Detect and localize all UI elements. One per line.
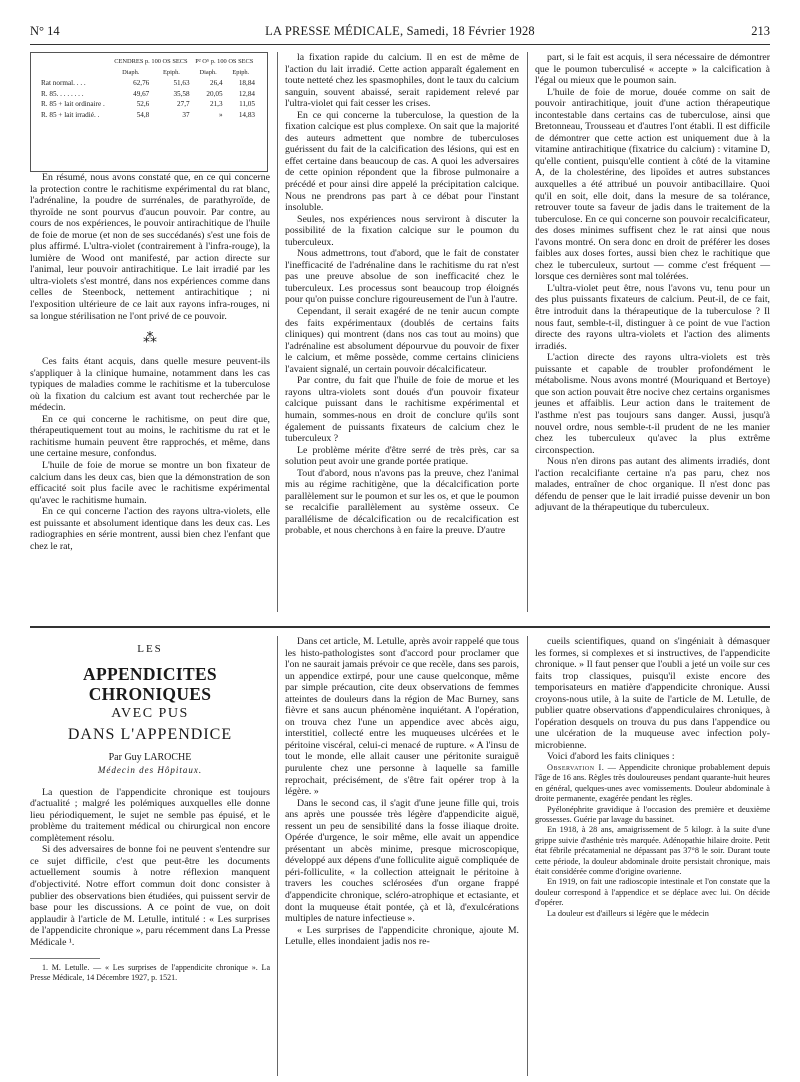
table-cell: 49,67	[133, 89, 150, 98]
table-row	[39, 110, 257, 121]
paragraph: part, si le fait est acquis, il sera nécessaire de démontrer que le poumon tuberculisé « accepte » la calcification à l'égal ou mieux que le poumon sain.	[535, 52, 770, 87]
observation-paragraph	[535, 763, 770, 805]
paragraph: Le problème mérite d'être serré de très près, car sa solution peut avoir une grande portée pratique.	[285, 444, 519, 468]
table-cell: 18,84	[238, 79, 255, 88]
observation-text: — Appendicite chronique probablement depuis l'âge de 16 ans. Règles très douloureuses pendant quarante-huit heures en général, quelques-unes avec vomissements. Douleur abdominale à droite permanente, exagérée pendant les règles.	[535, 763, 770, 804]
paragraph: L'huile de foie de morue se montre un bon fixateur de calcium dans les deux cas, bien que la démonstration de son efficacité soit plus facile avec le rachitisme expérimental qu'avec le rachitisme humain.	[30, 460, 270, 506]
top-column-2	[285, 52, 519, 537]
header-rule	[30, 44, 770, 45]
table-cell: »	[218, 110, 223, 119]
observation-paragraph: Pyélonéphrite gravidique à l'occasion des première et deuxième grossesses. Guérie par lavage du bassinet.	[535, 804, 770, 825]
paragraph: L'ultra-violet peut être, nous l'avons vu, tenu pour un des plus puissants fixateurs de calcium. Peut-il, de ce fait, être introduit dans la thérapeutique de la tuberculose ? Il nous faut, semble-t-il, distinguer à ce point de vue l'action directe des rayons ultra-violets et l'action des aliments irradiés.	[535, 282, 770, 352]
paragraph: Tout d'abord, nous n'avons pas la preuve, chez l'animal mis au régime rachitigène, que la décalcification porte parallèlement sur le poumon et sur les os, et que le poumon se recalcifie parallèlement au système osseux. Ce parallélisme de décalcification ou de recalcification est probable, et nous cherchons à en faire la preuve. D'autre	[285, 467, 519, 537]
table-subheader: Epiph.	[163, 68, 180, 76]
paragraph: la fixation rapide du calcium. Il en est de même de l'action du lait irradié. Cette action apparaît également en toute netteté chez les spasmophiles, dont le taux du calcium sanguin, souvent abaissé, serait rapidement relevé par l'ultra-violet qui fait cesser les crises.	[285, 52, 519, 110]
paragraph: Ces faits étant acquis, dans quelle mesure peuvent-ils s'appliquer à la clinique humaine, notamment dans les cas typiques de maladies comme le rachitisme et la tuberculose où la fixation du calcium est avant tout recherchée par le médecin.	[30, 356, 270, 414]
table-cell: 27,7	[177, 100, 190, 109]
column-rule	[527, 52, 528, 612]
section-rule	[30, 626, 770, 628]
table-cell: 20,05	[206, 89, 223, 98]
page-header	[30, 22, 770, 42]
table-row	[39, 78, 257, 89]
row-label: R. 85. . . . . . . .	[41, 89, 84, 98]
table-cell: 11,05	[239, 100, 255, 109]
paragraph: « Les surprises de l'appendicite chronique, ajoute M. Letulle, elles inondaient jadis nos re-	[285, 924, 519, 948]
paragraph: Seules, nos expériences nous serviront à discuter la possibilité de la fixation calcique sur le poumon du tuberculeux.	[285, 213, 519, 248]
paragraph: Nous admettrons, tout d'abord, que le fait de constater l'inefficacité de l'adrénaline dans le rachitisme du rat n'est pas une preuve absolue de son inefficacité chez le tuberculeux. Les processus sont beaucoup trop éloignés pour qu'on puisse conclure rigoureusement de l'un à l'autre.	[285, 248, 519, 306]
table-subheader: Diaph.	[122, 68, 140, 76]
paragraph: En ce qui concerne l'action des rayons ultra-violets, elle est puissante et absolument identique dans les deux cas. Les radiographies en série montrent, aussi bien chez l'enfant que chez le rat,	[30, 506, 270, 552]
table-group-header: P² O⁵ p. 100 OS SECS	[195, 58, 254, 65]
paragraph: Dans cet article, M. Letulle, après avoir rappelé que tous les histo-pathologistes sont d'accord pour proclamer que l'on ne saurait jamais prévoir ce que recèle, dans ses parois, un appendice extirpé, pour une cause quelconque, même par simple précaution, cite deux observations de femmes atteintes de douleurs dans la région de Mac Burney, sans fièvre et sans aucun phénomène inquiétant. A l'opération, on trouva chez l'une un appendice avec abcès aigu, interstitiel, collecté entre les muqueuses ulcérées et le péritoine viscéral, celui-ci menacé de rupture. « A l'insu de tout le monde, elle allait causer une péritonite suraiguë purulente chez une personne à laquelle sa famille reprochait, précisément, de s'être fait opérer trop à la légère. »	[285, 636, 519, 798]
top-column-3	[535, 52, 770, 514]
issue-number: N° 14	[30, 24, 60, 38]
asterism-divider: ⁂	[143, 331, 157, 347]
observation-paragraph: La douleur est d'ailleurs si légère que le médecin	[547, 908, 709, 918]
observation-paragraph: En 1919, on fait une radioscopie intestinale et l'on constate que la douleur correspond à l'appendice et se déplace avec lui. On décide d'opérer.	[535, 877, 770, 908]
observation-paragraph: En 1918, à 28 ans, amaigrissement de 5 kilogr. à la suite d'une grippe suivie d'asthénie très marquée. Adénopathie hilaire droite. Petit état fébrile précatamenial ne dépassant pas 37°8 le soir. Durant toute cette période, la douleur abdominale droite persistait chronique, mais était considérée comme d'origine ovarienne.	[535, 825, 770, 877]
paragraph: L'huile de foie de morue, douée comme on sait de pouvoir antirachitique, jouit d'une action thérapeutique incontestable dans certains cas de tuberculose, ainsi que Bretonneau, Trousseau et d'autres l'ont établi. Il est difficile de démontrer que cette action est uniquement due à la vitamine antirachitique (fixatrice du calcium) : vitamine D, qu'elle contient, puisqu'elle contient à côté de la vitamine A, de la cholestérine, des lipoïdes et autres substances auxquelles a été attribué un pouvoir antibacillaire. Quoi qu'il en soit, elle doit, dans la mesure de sa tolérance, retrouver toute sa faveur de jadis dans le traitement de la tuberculose. En ce qui concerne son pouvoir recalcificateur, des doses minimes suffisent chez le rat ainsi que nous l'avons montré. On sera donc en droit de préférer les doses faibles aux doses fortes, aussi bien chez le rachitique que chez le tuberculeux, surtout — comme c'est fréquent — lorsque ces dernières sont mal tolérées.	[535, 86, 770, 283]
table-subheader: Diaph.	[199, 68, 217, 76]
paragraph: Dans le second cas, il s'agit d'une jeune fille qui, trois ans après une poussée très légère d'appendicite aiguë, ressent un peu de sensibilité dans la fosse iliaque droite. Opérée d'urgence, le soir même, elle avait un appendice présentant un abcès minime, presque microscopique, développé aux dépens d'une folliculite aiguë compliquée de péri-folliculite, « la collection atteignait le péritoine à travers les couches sclérosées d'un organe frappé d'appendicite chronique, scléro-atrophique et ectasiante, et dont la muqueuse était pontée, çà et là, d'exulcérations multiples de nature infectieuse ».	[285, 797, 519, 925]
article-subtitle: AVEC PUS	[111, 705, 189, 721]
paragraph: Nous n'en dirons pas autant des aliments irradiés, dont l'action recalcifiante certaine n'a pas paru, chez nos malades, entraîner de choc organique. Il n'est donc pas défendu de penser que le lait irradié puisse devenir un bon adjuvant de la thérapeutique du tuberculeux.	[535, 456, 770, 514]
paragraph: Voici d'abord les faits cliniques :	[547, 751, 675, 763]
paragraph: La question de l'appendicite chronique est toujours d'actualité ; malgré les polémiques auxquelles elle donne lieu périodiquement, le sujet ne semble pas épuisé, et le problème du traitement médical ou chirurgical non encore complètement résolu.	[30, 786, 270, 844]
table-cell: 54,8	[136, 110, 150, 119]
paragraph: En ce qui concerne la tuberculose, la question de la fixation calcique est plus complexe. On sait que la majorité des auteurs admettent que nombre de tuberculoses guérissent du fait de la calcification des lésions, qui est en effet certaine dans beaucoup de cas. A quoi les adversaires de cette opinion répondent que la fibrose pulmonaire a précédé et pour ainsi dire appelé la précipitation calcique. Nous ne prendrons pas part à ce débat pour l'instant insoluble.	[285, 109, 519, 214]
table-row	[39, 99, 257, 110]
author-role: Médecin des Hôpitaux.	[97, 765, 203, 776]
table-cell: 35,58	[173, 89, 190, 98]
paragraph: Par contre, du fait que l'huile de foie de morue et les rayons ultra-violets sont doués d'un pouvoir fixateur calcique puissant dans le rachitisme expérimental et humain, sommes-nous en droit de conclure qu'ils sont également de puissants fixateurs de calcium chez le tuberculeux ?	[285, 375, 519, 445]
table-group-header: CENDRES p. 100 OS SECS	[114, 58, 188, 65]
observation-label: Observation I.	[547, 763, 605, 773]
paragraph: L'action directe des rayons ultra-violets est très puissante et capable de troubler profondément le métabolisme. Nous avons montré (Mouriquand et Bertoye) que son action pouvait être nocive chez certains organismes jeunes et affaiblis. Leur action dans le traitement de l'asthme n'est pas toujours sans danger. Aussi, jusqu'à nouvel ordre, nous semble-t-il prudent de ne les manier chez les tuberculeux qu'avec la plus extrême circonspection.	[535, 352, 770, 456]
column-rule	[277, 636, 278, 1076]
paragraph: Si des adversaires de bonne foi ne peuvent s'entendre sur ce sujet difficile, c'est que peut-être les documents actuellement soumis à notre réflexion manquent d'objectivité. Notre effort commun doit donc consister à publier des observations bien étudiées, qui puissent servir de base pour les discussions. A ce point de vue, on doit applaudir à l'article de M. Letulle, intitulé : « Les surprises de l'appendicite chronique », paru récemment dans La Presse Médicale ¹.	[30, 844, 270, 948]
article-subtitle-2: DANS L'APPENDICE	[67, 725, 233, 743]
footnote: 1. M. Letulle. — « Les surprises de l'appendicite chronique ». La Presse Médicale, 14 Décembre 1927, p. 1521.	[30, 963, 270, 983]
table-cell: 14,83	[238, 110, 255, 119]
article-title: APPENDICITES CHRONIQUES	[83, 663, 217, 704]
paragraph: En ce qui concerne le rachitisme, on peut dire que, thérapeutiquement tout au moins, le rachitisme du rat et le rachitisme humain peuvent être rapprochés, et même, dans une certaine mesure, confondus.	[30, 413, 270, 460]
article-column-2	[285, 636, 519, 948]
table-cell: 62,76	[133, 79, 150, 88]
paragraph: cueils scientifiques, quand on s'ingéniait à démasquer les formes, si complexes et si instructives, de l'appendicite chronique. » Il faut penser que l'oubli a jeté un voile sur ces faits trop classiques, puisqu'il existe encore des temporisateurs en matière d'appendicite chronique. Aussi croyons-nous utile, à la suite de l'article de M. Letulle, de publier quatre observations d'appendiculaires chroniques, à l'opération desquels on trouva du pus dans l'appendice ou une ulcération de la muqueuse avec infection poly-microbienne.	[535, 636, 770, 751]
paragraph: En résumé, nous avons constaté que, en ce qui concerne la protection contre le rachitisme expérimental du rat blanc, l'adrénaline, la poudre de surrénales, de parathyroïde, de thyroïde ne sont pourvus d'aucun pouvoir. Par contre, au cours de nos expériences, le pouvoir antirachitique de l'huile de foie de morue (et non de ses succédanés) s'est une fois de plus affirmé. L'ultra-violet (contrairement à l'infra-rouge), la lumière de Wood ont manifesté, par action directe sur l'animal, leur pouvoir antirachitique. Le lait irradié par les ultra-violets s'est montré, dans nos expériences comme dans celles de Steenbock, nettement antirachitique ; ni l'exposition ultérieure de ce lait aux rayons infra-rouges, ni sa longue stérilisation ne l'ont privé de ce pouvoir.	[30, 172, 270, 322]
table-cell: 51,63	[173, 79, 190, 88]
calcium-table	[30, 52, 268, 172]
article-author: Par Guy LAROCHE	[108, 751, 192, 763]
article-column-3	[535, 636, 770, 919]
table-cell: 52,6	[136, 100, 150, 109]
journal-title: LA PRESSE MÉDICALE, Samedi, 18 Février 1928	[265, 24, 535, 38]
table-cell: 12,84	[238, 89, 255, 98]
table-row	[39, 89, 257, 100]
article-title-block	[30, 644, 270, 777]
column-rule	[277, 52, 278, 612]
row-label: R. 85 + lait irradié. .	[41, 110, 100, 119]
table-cell: 26,4	[209, 79, 223, 88]
paragraph: Cependant, il serait exagéré de ne tenir aucun compte des faits expérimentaux (doublés de certains faits cliniques) qui montrent (dans nos cas tout au moins) que l'adrénaline est absolument dépourvue du pouvoir de fixer le calcium, et même possède, comme certains cliniciens l'avaient signalé, un certain pouvoir décalcificateur.	[285, 306, 519, 375]
article-pretitle: LES	[137, 643, 163, 655]
row-label: Rat normal. . . .	[41, 79, 86, 88]
table-cell: 37	[182, 110, 190, 119]
page-number: 213	[751, 24, 770, 38]
top-column-1	[30, 52, 270, 552]
article-column-1	[30, 636, 270, 983]
column-rule	[527, 636, 528, 1076]
table-cell: 21,3	[209, 100, 223, 109]
table-subheader: Epiph.	[232, 68, 250, 76]
row-label: R. 85 + lait ordinaire .	[41, 100, 105, 109]
